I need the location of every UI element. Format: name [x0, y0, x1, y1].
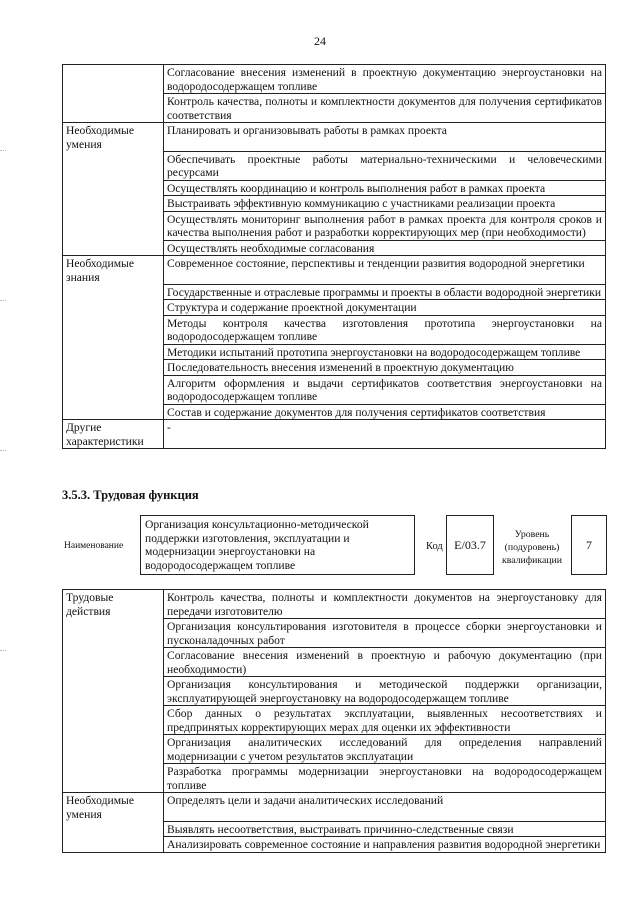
table-row — [63, 677, 606, 706]
row-label — [63, 196, 164, 212]
table-row — [63, 196, 606, 212]
table-row — [63, 375, 606, 404]
row-value: Организация консультирования изготовителя в процессе сборки энергоустановки и пусконаладочных работ — [164, 619, 606, 648]
table-row — [63, 619, 606, 648]
row-value: Обеспечивать проектные работы материально-техническими и человеческими ресурсами — [164, 151, 606, 180]
margin-mark — [0, 650, 6, 651]
table-row — [63, 344, 606, 360]
row-value: Контроль качества, полноты и комплектности документов на энергоустановку для передачи изготовителю — [164, 590, 606, 619]
row-value: Осуществлять необходимые согласования — [164, 240, 606, 256]
table-row — [63, 420, 606, 449]
row-value: Государственные и отраслевые программы и проекты в области водородной энергетики — [164, 284, 606, 300]
row-label — [63, 404, 164, 420]
table-row — [63, 284, 606, 300]
row-value: Планировать и организовывать работы в рамках проекта — [164, 123, 606, 152]
row-label — [63, 821, 164, 837]
row-label — [63, 648, 164, 677]
row-value: Осуществлять мониторинг выполнения работ в рамках проекта для контроля сроков и качества выполнения работ и разработки корректирующих мер (при необходимости) — [164, 211, 606, 240]
row-label: Необходимые умения — [63, 123, 164, 152]
table-row — [63, 735, 606, 764]
page-number: 24 — [314, 34, 326, 48]
row-label: Другие характеристики — [63, 420, 164, 449]
margin-mark — [0, 150, 6, 151]
table-row — [63, 123, 606, 152]
row-value: - — [164, 420, 606, 449]
row-label — [63, 764, 164, 793]
row-label — [63, 240, 164, 256]
row-value: Согласование внесения изменений в проектную документацию энергоустановки на водородосодержащем топливе — [164, 65, 606, 94]
margin-mark — [0, 300, 6, 301]
row-label — [63, 211, 164, 240]
row-label — [63, 375, 164, 404]
table-row — [63, 315, 606, 344]
row-value: Выявлять несоответствия, выстраивать причинно-следственные связи — [164, 821, 606, 837]
level-value-box: 7 — [571, 515, 607, 575]
table-row — [63, 300, 606, 316]
table-row — [63, 706, 606, 735]
code-value-box: E/03.7 — [446, 515, 494, 575]
row-label — [63, 151, 164, 180]
table-row — [63, 837, 606, 853]
name-value-box: Организация консультационно-методической поддержки изготовления, эксплуатации и модернизации энергоустановки на водородосодержащем топливе — [140, 515, 415, 575]
row-value: Контроль качества, полноты и комплектности документов для получения сертификатов соответствия — [164, 94, 606, 123]
row-value: Структура и содержание проектной документации — [164, 300, 606, 316]
row-label: Трудовые действия — [63, 590, 164, 619]
row-label — [63, 94, 164, 123]
row-value: Разработка программы модернизации энергоустановки на водородосодержащем топливе — [164, 764, 606, 793]
row-label — [63, 706, 164, 735]
row-label — [63, 619, 164, 648]
row-label — [63, 677, 164, 706]
row-value: Сбор данных о результатах эксплуатации, выявленных несоответствиях и предпринятых корректирующих мерах для оценки их эффективности — [164, 706, 606, 735]
row-value: Организация аналитических исследований для определения направлений модернизации с учетом результатов эксплуатации — [164, 735, 606, 764]
table-row — [63, 94, 606, 123]
row-label — [63, 315, 164, 344]
row-value: Методики испытаний прототипа энергоустановки на водородосодержащем топливе — [164, 344, 606, 360]
row-value: Согласование внесения изменений в проектную и рабочую документацию (при необходимости) — [164, 648, 606, 677]
row-value: Организация консультирования и методической поддержки организации, эксплуатирующей энергоустановку на водородосодержащем топливе — [164, 677, 606, 706]
code-label: Код — [426, 541, 443, 552]
row-label — [63, 837, 164, 853]
table-row — [63, 360, 606, 376]
row-value: Осуществлять координацию и контроль выполнения работ в рамках проекта — [164, 180, 606, 196]
section-heading: 3.5.3. Трудовая функция — [62, 488, 199, 502]
table-row — [63, 793, 606, 822]
row-label — [63, 180, 164, 196]
row-value: Методы контроля качества изготовления прототипа энергоустановки на водородосодержащем топливе — [164, 315, 606, 344]
row-label — [63, 344, 164, 360]
table-row — [63, 151, 606, 180]
row-value: Алгоритм оформления и выдачи сертификатов соответствия энергоустановки на водородосодержащем топливе — [164, 375, 606, 404]
table-row — [63, 590, 606, 619]
row-label: Необходимые умения — [63, 793, 164, 822]
margin-mark — [0, 450, 6, 451]
row-value: Выстраивать эффективную коммуникацию с участниками реализации проекта — [164, 196, 606, 212]
table-labor-function — [62, 589, 606, 853]
row-label: Необходимые знания — [63, 256, 164, 285]
table-row — [63, 240, 606, 256]
row-value: Определять цели и задачи аналитических исследований — [164, 793, 606, 822]
row-value: Последовательность внесения изменений в проектную документацию — [164, 360, 606, 376]
row-label — [63, 284, 164, 300]
table-row — [63, 211, 606, 240]
row-label — [63, 300, 164, 316]
level-label: Уровень (подуровень) квалификации — [501, 529, 563, 566]
table-row — [63, 404, 606, 420]
table-row — [63, 764, 606, 793]
table-row — [63, 821, 606, 837]
table-row — [63, 65, 606, 94]
row-label — [63, 360, 164, 376]
name-label: Наименование — [64, 541, 124, 551]
row-label — [63, 65, 164, 94]
row-value: Анализировать современное состояние и направления развития водородной энергетики — [164, 837, 606, 853]
table-row — [63, 180, 606, 196]
table-row — [63, 648, 606, 677]
table-competencies-1 — [62, 64, 606, 449]
row-value: Состав и содержание документов для получения сертификатов соответствия — [164, 404, 606, 420]
table-row — [63, 256, 606, 285]
row-value: Современное состояние, перспективы и тенденции развития водородной энергетики — [164, 256, 606, 285]
row-label — [63, 735, 164, 764]
